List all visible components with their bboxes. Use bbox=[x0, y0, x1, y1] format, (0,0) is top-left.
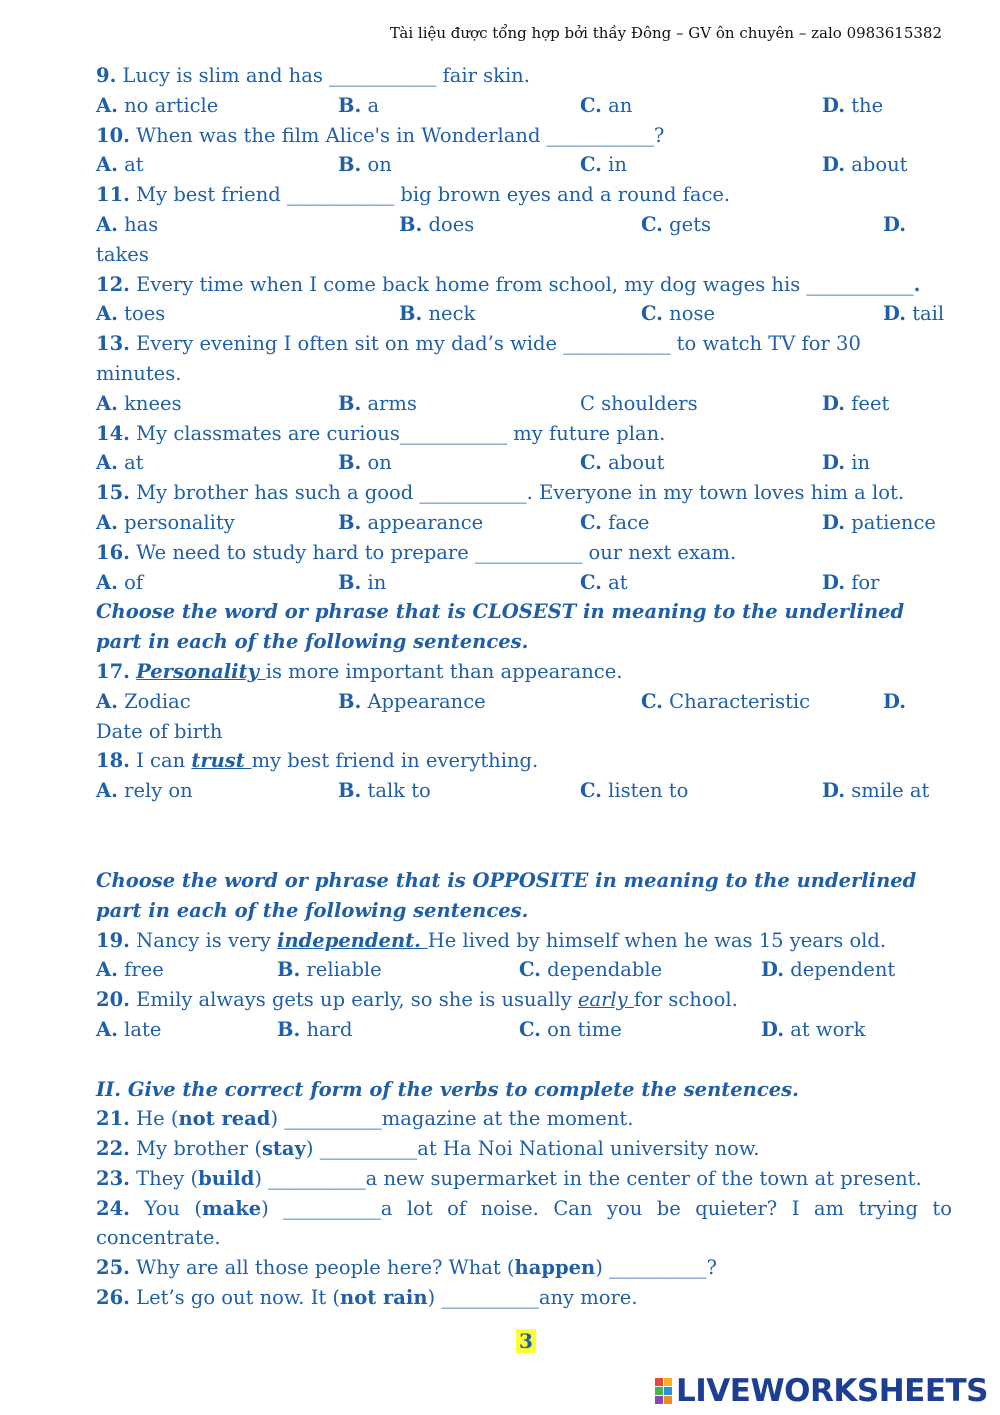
question-text: to watch TV for 30 bbox=[670, 332, 861, 356]
answer-blank[interactable]: __________ bbox=[283, 1196, 381, 1220]
underlined-word: Personality bbox=[136, 659, 266, 683]
instruction-opposite: Choose the word or phrase that is OPPOSITE in meaning to the underlined part in each of the following sentences. bbox=[96, 868, 917, 922]
option-c[interactable]: C shoulders bbox=[580, 391, 698, 415]
page-number: 3 bbox=[516, 1329, 536, 1353]
option-c[interactable]: C. dependable bbox=[519, 958, 663, 982]
answer-blank[interactable]: ___________ bbox=[419, 481, 527, 505]
worksheet-content bbox=[96, 61, 952, 1313]
option-d[interactable]: D. in bbox=[822, 451, 871, 475]
options-15 bbox=[96, 508, 952, 538]
verb-question-26 bbox=[96, 1283, 952, 1313]
brand-name: LIVEWORKSHEETS bbox=[676, 1373, 988, 1409]
option-d[interactable]: D. patience bbox=[822, 510, 936, 534]
question-text: our next exam. bbox=[582, 540, 737, 564]
question-text: He ( bbox=[129, 1107, 179, 1131]
option-b[interactable]: B. Appearance bbox=[338, 689, 486, 713]
question-number: 11. bbox=[96, 183, 130, 207]
question-number: 10. bbox=[96, 123, 130, 147]
options-9 bbox=[96, 91, 952, 121]
options-16 bbox=[96, 568, 952, 598]
question-text: Every time when I come back home from school, my dog wages his bbox=[129, 272, 807, 296]
section-heading: II. Give the correct form of the verbs to complete the sentences. bbox=[96, 1077, 799, 1101]
question-text: ? bbox=[706, 1256, 717, 1280]
liveworksheets-logo[interactable] bbox=[655, 1374, 988, 1408]
answer-blank[interactable]: ___________ bbox=[329, 64, 437, 87]
option-c[interactable]: C. about bbox=[580, 451, 665, 475]
option-a[interactable]: A. of bbox=[96, 570, 144, 594]
option-b[interactable]: B. reliable bbox=[277, 958, 382, 982]
verb: make bbox=[201, 1196, 262, 1220]
question-20 bbox=[96, 985, 952, 1015]
question-text: He lived by himself when he was 15 years old. bbox=[427, 928, 887, 952]
answer-blank[interactable]: ___________ bbox=[806, 272, 914, 296]
option-b[interactable]: B. on bbox=[338, 153, 392, 177]
question-text: for school. bbox=[633, 988, 738, 1012]
option-c[interactable]: C. face bbox=[580, 510, 650, 534]
option-b[interactable]: B. on bbox=[338, 451, 392, 475]
option-d[interactable]: D. for bbox=[822, 570, 880, 594]
verb-question-21 bbox=[96, 1104, 952, 1134]
question-number: 9. bbox=[96, 64, 117, 87]
option-b[interactable]: B. hard bbox=[277, 1017, 353, 1041]
verb: happen bbox=[514, 1256, 596, 1280]
question-14 bbox=[96, 419, 952, 449]
question-text: . Everyone in my town loves him a lot. bbox=[526, 481, 905, 505]
option-a[interactable]: A. knees bbox=[96, 391, 182, 415]
option-d[interactable]: D. about bbox=[822, 153, 908, 177]
question-text: is more important than appearance. bbox=[265, 659, 623, 683]
question-11 bbox=[96, 180, 952, 210]
verb-question-24 bbox=[96, 1194, 952, 1254]
question-number: 21. bbox=[96, 1107, 130, 1131]
underlined-word: early bbox=[577, 988, 634, 1012]
page-header: Tài liệu được tổng hợp bởi thầy Đông – GV ôn chuyên – zalo 0983615382 bbox=[389, 24, 942, 42]
question-19 bbox=[96, 926, 952, 956]
question-text: I can bbox=[129, 749, 192, 773]
question-text: ) bbox=[305, 1137, 320, 1161]
option-b[interactable]: B. does bbox=[399, 212, 475, 236]
question-text: My classmates are curious bbox=[129, 421, 400, 445]
option-c[interactable]: C. in bbox=[580, 153, 627, 177]
question-text: at Ha Noi National university now. bbox=[417, 1137, 760, 1161]
question-text: fair skin. bbox=[436, 64, 530, 87]
options-19 bbox=[96, 955, 952, 985]
question-text: Let’s go out now. It ( bbox=[129, 1286, 341, 1310]
question-12 bbox=[96, 270, 952, 300]
question-text: When was the film Alice's in Wonderland bbox=[129, 123, 547, 147]
option-c[interactable]: C. listen to bbox=[580, 779, 689, 803]
question-text: Lucy is slim and has bbox=[116, 64, 330, 87]
option-a[interactable]: A. no article bbox=[96, 93, 219, 117]
question-number: 24. bbox=[96, 1196, 130, 1220]
option-c[interactable]: C. gets bbox=[641, 212, 712, 236]
question-number: 23. bbox=[96, 1166, 130, 1190]
question-text: . bbox=[913, 272, 921, 296]
options-18 bbox=[96, 776, 952, 806]
question-13 bbox=[96, 329, 952, 359]
option-a[interactable]: A. Zodiac bbox=[96, 689, 191, 713]
option-d-overflow[interactable]: Date of birth bbox=[96, 719, 223, 743]
question-number: 26. bbox=[96, 1286, 130, 1310]
answer-blank[interactable]: __________ bbox=[441, 1286, 539, 1310]
question-text: any more. bbox=[538, 1286, 638, 1310]
underlined-word: independent. bbox=[277, 928, 428, 952]
answer-blank[interactable]: __________ bbox=[319, 1137, 418, 1161]
option-a[interactable]: A. toes bbox=[96, 302, 166, 326]
verb: build bbox=[198, 1166, 255, 1190]
question-text: ? bbox=[653, 123, 665, 147]
options-20 bbox=[96, 1015, 952, 1045]
option-d[interactable]: D. at work bbox=[761, 1017, 866, 1041]
question-16 bbox=[96, 538, 952, 568]
option-d[interactable]: D. bbox=[883, 689, 907, 713]
question-text: You ( bbox=[129, 1196, 202, 1220]
option-c[interactable]: C. on time bbox=[519, 1017, 622, 1041]
question-text: They ( bbox=[129, 1166, 199, 1190]
question-text: Nancy is very bbox=[129, 928, 278, 952]
verb-question-22 bbox=[96, 1134, 952, 1164]
question-text: We need to study hard to prepare bbox=[129, 540, 475, 564]
question-15 bbox=[96, 478, 952, 508]
question-number: 12. bbox=[96, 272, 130, 296]
question-17 bbox=[96, 657, 952, 687]
liveworksheets-icon bbox=[655, 1378, 672, 1404]
spacer bbox=[96, 806, 952, 866]
question-13-continued: minutes. bbox=[96, 361, 182, 385]
answer-blank[interactable]: ___________ bbox=[399, 421, 508, 445]
options-13 bbox=[96, 389, 952, 419]
question-text: Why are all those people here? What ( bbox=[129, 1256, 515, 1280]
option-a[interactable]: A. at bbox=[96, 451, 144, 475]
option-b[interactable]: B. arms bbox=[338, 391, 417, 415]
question-text: My best friend bbox=[129, 183, 287, 207]
question-text: ) bbox=[261, 1196, 284, 1220]
option-d[interactable]: D. bbox=[883, 212, 907, 236]
option-c[interactable]: C. Characteristic bbox=[641, 689, 811, 713]
option-d[interactable]: D. the bbox=[822, 93, 884, 117]
answer-blank[interactable]: ___________ bbox=[475, 540, 583, 564]
option-d[interactable]: D. tail bbox=[883, 302, 945, 326]
answer-blank[interactable]: __________ bbox=[268, 1166, 366, 1190]
question-text: Emily always gets up early, so she is usually bbox=[129, 988, 578, 1012]
question-text: magazine at the moment. bbox=[381, 1107, 634, 1131]
question-number: 13. bbox=[96, 332, 130, 356]
answer-blank[interactable]: __________ bbox=[609, 1256, 707, 1280]
option-a[interactable]: A. free bbox=[96, 958, 164, 982]
question-text: ) bbox=[270, 1107, 285, 1131]
option-b[interactable]: B. a bbox=[338, 93, 380, 117]
question-number: 15. bbox=[96, 481, 130, 505]
option-d[interactable]: D. feet bbox=[822, 391, 890, 415]
options-14 bbox=[96, 448, 952, 478]
verb-question-25 bbox=[96, 1253, 952, 1283]
answer-blank[interactable]: ___________ bbox=[286, 183, 395, 207]
question-number: 17. bbox=[96, 659, 130, 683]
answer-blank[interactable]: __________ bbox=[284, 1107, 382, 1131]
option-d[interactable]: D. smile at bbox=[822, 779, 930, 803]
question-text: big brown eyes and a round face. bbox=[394, 183, 731, 207]
question-text: ) bbox=[254, 1166, 269, 1190]
question-text: My brother ( bbox=[129, 1137, 262, 1161]
answer-blank[interactable]: ___________ bbox=[563, 332, 671, 356]
question-18 bbox=[96, 746, 952, 776]
question-text: My brother has such a good bbox=[129, 481, 420, 505]
question-number: 25. bbox=[96, 1256, 130, 1280]
option-d-overflow[interactable]: takes bbox=[96, 242, 149, 266]
question-text: a new supermarket in the center of the town at present. bbox=[365, 1166, 922, 1190]
question-text: my best friend in everything. bbox=[251, 749, 539, 773]
instruction-closest: Choose the word or phrase that is CLOSEST in meaning to the underlined part in each of the following sentences. bbox=[96, 600, 905, 654]
option-c[interactable]: C. at bbox=[580, 570, 628, 594]
option-a[interactable]: A. at bbox=[96, 153, 144, 177]
option-b[interactable]: B. talk to bbox=[338, 779, 431, 803]
option-b[interactable]: B. in bbox=[338, 570, 387, 594]
verb: not read bbox=[178, 1107, 271, 1131]
option-c[interactable]: C. an bbox=[580, 93, 633, 117]
question-number: 18. bbox=[96, 749, 130, 773]
question-10 bbox=[96, 121, 952, 151]
option-a[interactable]: A. late bbox=[96, 1017, 162, 1041]
question-text: ) bbox=[427, 1286, 442, 1310]
question-text: ) bbox=[595, 1256, 610, 1280]
options-17 bbox=[96, 687, 952, 717]
verb: not rain bbox=[340, 1286, 428, 1310]
question-text: my future plan. bbox=[507, 421, 666, 445]
question-number: 16. bbox=[96, 540, 130, 564]
option-b[interactable]: B. appearance bbox=[338, 510, 484, 534]
option-a[interactable]: A. personality bbox=[96, 510, 235, 534]
option-c[interactable]: C. nose bbox=[641, 302, 716, 326]
options-10 bbox=[96, 150, 952, 180]
option-a[interactable]: A. has bbox=[96, 212, 159, 236]
question-text: a lot of noise. Can you be quieter? I am trying to concentrate. bbox=[96, 1196, 952, 1250]
spacer bbox=[96, 1045, 952, 1075]
options-11 bbox=[96, 210, 952, 240]
option-d[interactable]: D. dependent bbox=[761, 958, 896, 982]
question-number: 19. bbox=[96, 928, 130, 952]
question-number: 14. bbox=[96, 421, 130, 445]
question-number: 20. bbox=[96, 988, 130, 1012]
question-number: 22. bbox=[96, 1137, 130, 1161]
question-text: Every evening I often sit on my dad’s wide bbox=[129, 332, 564, 356]
verb: stay bbox=[261, 1137, 306, 1161]
verb-question-23 bbox=[96, 1164, 952, 1194]
answer-blank[interactable]: ___________ bbox=[546, 123, 654, 147]
question-9 bbox=[96, 61, 952, 91]
option-b[interactable]: B. neck bbox=[399, 302, 476, 326]
options-12 bbox=[96, 299, 952, 329]
option-a[interactable]: A. rely on bbox=[96, 779, 193, 803]
underlined-word: trust bbox=[191, 749, 252, 773]
